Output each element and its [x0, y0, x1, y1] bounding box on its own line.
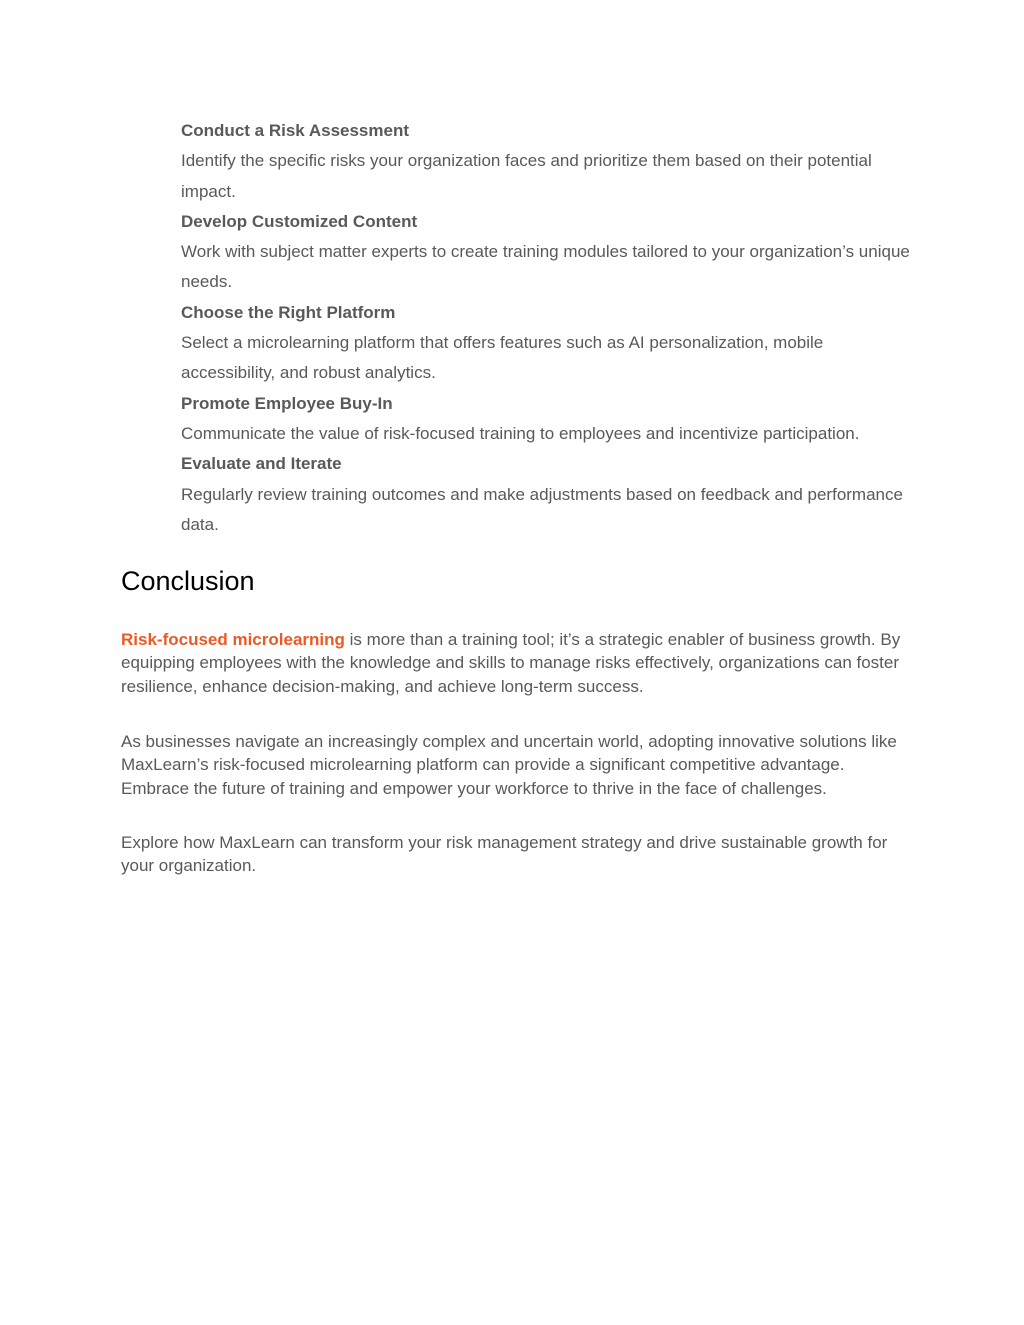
step-description: Identify the specific risks your organization faces and prioritize them based on their potential impact. — [181, 151, 872, 201]
implementation-steps — [181, 116, 921, 540]
conclusion-paragraph-1 — [121, 628, 911, 698]
step-title: Develop Customized Content — [181, 211, 418, 231]
conclusion-paragraph-2: As businesses navigate an increasingly complex and uncertain world, adopting innovative solutions like MaxLearn’s risk-focused microlearning platform can provide a significant competitive advantage. Embrace the future of training and empower your workforce to thrive in the face of challenges. — [121, 732, 897, 798]
conclusion-paragraph-1-text: is more than a training tool; it’s a strategic enabler of business growth. By equipping employees with the knowledge and skills to manage risks effectively, organizations can foster resilience, enhance decision-making, and achieve long-term success. — [121, 630, 901, 696]
step-title: Promote Employee Buy-In — [181, 393, 393, 413]
conclusion-heading: Conclusion — [121, 566, 255, 596]
conclusion-paragraph-3: Explore how MaxLearn can transform your risk management strategy and drive sustainable growth for your organization. — [121, 833, 888, 876]
step-description: Communicate the value of risk-focused training to employees and incentivize participation. — [181, 423, 860, 443]
step-title: Evaluate and Iterate — [181, 454, 342, 474]
step-description: Select a microlearning platform that offers features such as AI personalization, mobile accessibility, and robust analytics. — [181, 333, 824, 383]
step-title: Conduct a Risk Assessment — [181, 121, 409, 140]
step-description: Regularly review training outcomes and make adjustments based on feedback and performance data. — [181, 484, 903, 534]
step-title: Choose the Right Platform — [181, 302, 396, 322]
risk-focused-microlearning-link[interactable]: Risk-focused microlearning — [121, 630, 345, 649]
step-description: Work with subject matter experts to create training modules tailored to your organization’s unique needs. — [181, 242, 910, 292]
